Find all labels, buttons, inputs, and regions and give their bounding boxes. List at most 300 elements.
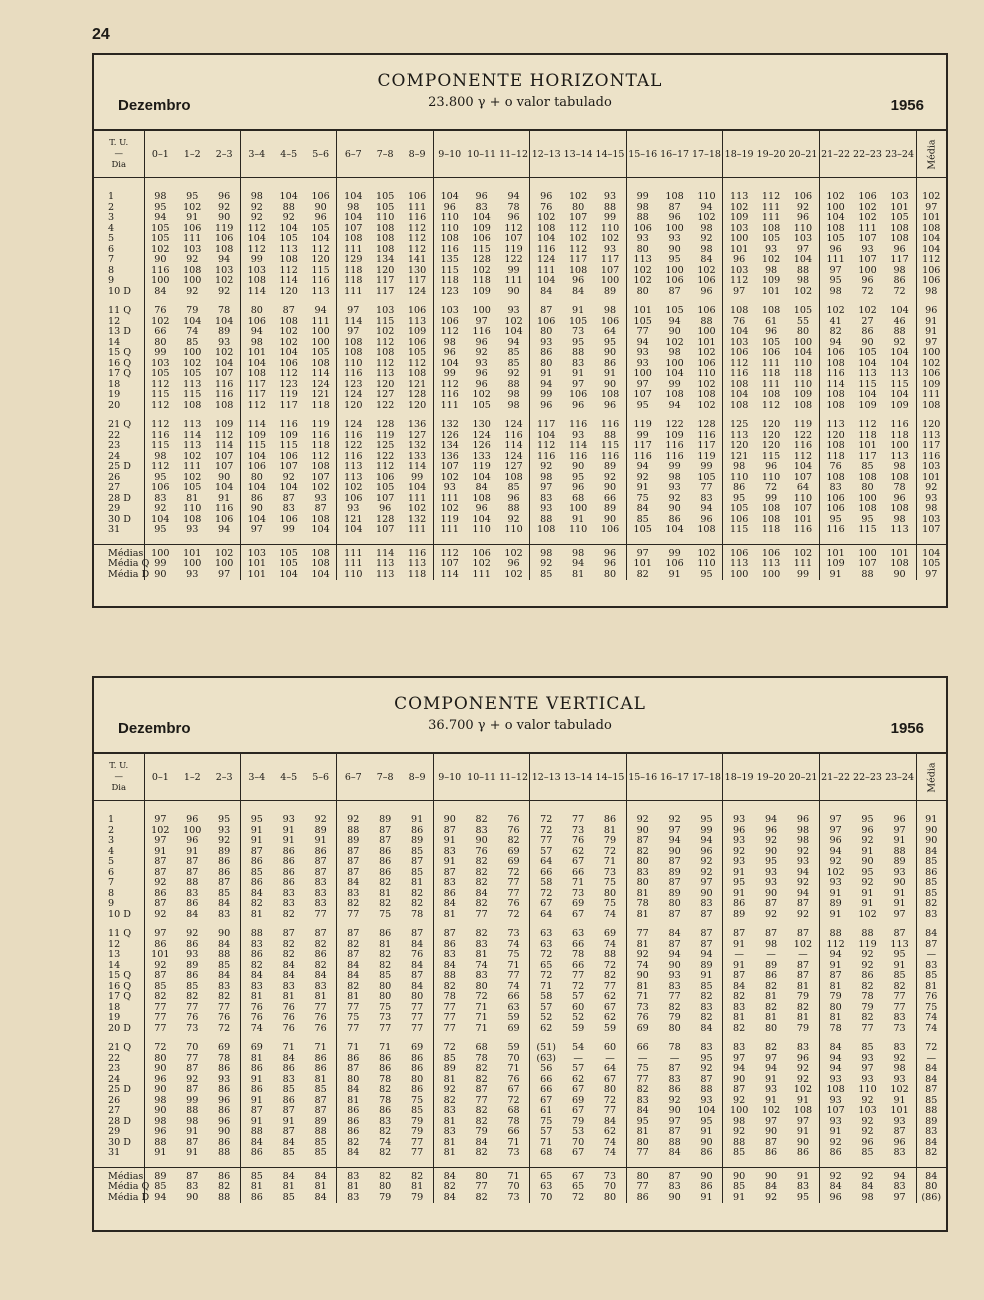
value-cell: 90 (144, 1085, 176, 1096)
value-cell: 95 (861, 866, 874, 878)
value-cell: 103 (144, 359, 176, 370)
value-cell: 116 (665, 450, 684, 462)
value-cell: 102 (504, 315, 523, 327)
value-cell: 110 (600, 222, 620, 234)
hour-header: 11–12 (498, 131, 530, 178)
value-cell: 82 (144, 992, 176, 1003)
value-cell: 89 (314, 824, 327, 836)
value-cell: 110 (793, 222, 813, 234)
value-cell: 116 (568, 419, 588, 430)
value-cell: 116 (504, 429, 523, 441)
value-cell: 111 (433, 494, 465, 505)
value-cell: 95 (723, 494, 755, 505)
daily-mean-cell: 82 (916, 899, 946, 910)
value-cell: 104 (819, 213, 851, 224)
value-cell: 73 (893, 1022, 906, 1034)
value-cell: 86 (218, 1136, 231, 1148)
table-row (94, 971, 946, 982)
value-cell: 88 (282, 201, 295, 213)
value-cell: 108 (890, 471, 909, 483)
value-cell: 81 (603, 824, 617, 836)
value-cell: 84 (282, 959, 295, 971)
value-cell: 116 (600, 450, 620, 462)
value-cell: 100 (793, 336, 813, 348)
value-cell: 97 (240, 525, 272, 536)
value-cell: 92 (861, 1115, 874, 1127)
value-cell: 82 (475, 1073, 488, 1085)
value-cell: 106 (723, 515, 755, 526)
value-cell: 96 (764, 461, 778, 472)
value-cell: 80 (410, 991, 424, 1002)
value-cell: 61 (764, 315, 778, 327)
value-cell: 86 (530, 348, 562, 359)
value-cell: 96 (186, 814, 199, 825)
value-cell: 91 (144, 1148, 176, 1159)
value-cell: 94 (893, 1170, 906, 1182)
value-cell: 108 (665, 389, 684, 400)
value-cell: 72 (603, 845, 617, 857)
daily-mean-cell: 116 (916, 452, 946, 463)
value-cell: 81 (626, 1127, 658, 1138)
value-cell: 88 (861, 568, 874, 580)
value-cell: 107 (600, 264, 620, 276)
value-cell: 107 (214, 450, 234, 462)
value-cell: 96 (572, 482, 585, 493)
value-cell: 86 (218, 1170, 231, 1182)
value-cell: 79 (410, 1191, 424, 1203)
value-cell: 85 (144, 982, 176, 993)
value-cell: 71 (572, 877, 585, 888)
value-cell: 103 (723, 224, 755, 235)
value-cell: 99 (626, 192, 658, 203)
value-cell: 95 (700, 814, 713, 825)
value-cell: 80 (668, 898, 681, 909)
value-cell: 86 (764, 970, 778, 981)
value-cell: 110 (793, 378, 813, 390)
value-cell: 105 (819, 234, 851, 245)
value-cell: 82 (723, 1024, 755, 1035)
value-cell: 97 (144, 815, 176, 826)
value-cell: 94 (572, 558, 585, 569)
table-row (94, 483, 946, 494)
value-cell: 88 (700, 1084, 713, 1095)
value-cell: 77 (572, 814, 585, 825)
value-cell: 91 (893, 1094, 906, 1106)
value-cell: 106 (723, 544, 755, 559)
value-cell: 97 (796, 1115, 810, 1127)
value-cell: 120 (376, 264, 395, 276)
day-label: 10 D (108, 908, 131, 920)
value-cell: 75 (410, 1094, 424, 1106)
value-cell: 69 (218, 1042, 231, 1053)
value-cell: 77 (603, 980, 617, 992)
value-cell: 83 (337, 889, 369, 900)
value-cell: 108 (890, 222, 909, 234)
value-cell: 90 (861, 856, 874, 867)
value-cell: 82 (337, 899, 369, 910)
value-cell: 87 (796, 898, 810, 909)
value-cell: 120 (761, 440, 781, 451)
value-cell: 90 (218, 471, 231, 483)
value-cell: 87 (379, 835, 392, 846)
daily-mean-cell: 87 (916, 940, 946, 951)
value-cell: 93 (668, 970, 681, 981)
table-row (94, 1148, 946, 1159)
value-cell: 87 (530, 306, 562, 317)
value-cell: 97 (218, 568, 231, 580)
value-cell: 112 (793, 450, 813, 462)
value-cell: 82 (337, 940, 369, 951)
daily-mean-cell: 74 (916, 1024, 946, 1035)
value-cell: 78 (218, 305, 231, 316)
value-cell: 108 (279, 254, 298, 265)
value-cell: 95 (861, 814, 874, 825)
value-cell: 81 (796, 980, 810, 992)
value-cell: 119 (279, 389, 298, 400)
value-cell: 87 (282, 1105, 295, 1116)
value-cell: 81 (796, 1012, 810, 1023)
value-cell: 77 (530, 836, 562, 847)
table-row (94, 276, 946, 287)
value-cell: 101 (144, 950, 176, 961)
value-cell: 117 (240, 380, 272, 391)
value-cell: 72 (218, 1022, 231, 1034)
value-cell: 100 (626, 369, 658, 380)
value-cell: 82 (186, 991, 199, 1002)
value-cell: 76 (240, 1013, 272, 1024)
value-cell: 82 (893, 980, 906, 992)
value-cell: 87 (186, 856, 199, 867)
value-cell: 67 (572, 1147, 585, 1158)
value-cell: 86 (668, 1084, 681, 1095)
value-cell: 95 (603, 336, 617, 348)
value-cell: 108 (890, 558, 909, 569)
value-cell: 99 (144, 559, 176, 570)
value-cell: 94 (218, 524, 231, 535)
daily-mean-cell: 84 (916, 1064, 946, 1075)
hour-header: 19–20 (755, 754, 787, 801)
value-cell: 105 (311, 347, 330, 358)
table-row (94, 1013, 946, 1024)
value-cell: 94 (764, 814, 778, 825)
table-heading (94, 55, 946, 131)
value-cell: 115 (279, 440, 298, 451)
value-cell: 100 (890, 440, 909, 451)
value-cell: 82 (314, 959, 327, 971)
value-cell: 90 (626, 971, 658, 982)
value-cell: 77 (475, 908, 488, 920)
value-cell: 105 (793, 305, 813, 316)
day-label: 12 (108, 315, 121, 327)
value-cell: 87 (282, 928, 295, 939)
value-cell: 93 (723, 815, 755, 826)
value-cell: 91 (282, 824, 295, 836)
value-cell: 99 (603, 212, 617, 223)
value-cell: 109 (723, 213, 755, 224)
value-cell: 85 (144, 1182, 176, 1193)
value-cell: 80 (240, 473, 272, 484)
value-cell: 72 (893, 285, 906, 297)
value-cell: 86 (433, 940, 465, 951)
value-cell: 102 (472, 389, 491, 400)
value-cell: 118 (761, 524, 781, 535)
value-cell: 62 (603, 1126, 617, 1137)
value-cell: 81 (433, 1075, 465, 1086)
value-cell: 104 (311, 233, 330, 244)
value-cell: 112 (819, 940, 851, 951)
value-cell: 91 (240, 1096, 272, 1107)
value-cell: 105 (311, 222, 330, 234)
value-cell: 100 (858, 492, 877, 504)
value-cell: 87 (314, 503, 327, 514)
value-cell: 102 (568, 191, 588, 202)
table-row (94, 525, 946, 536)
value-cell: 108 (407, 368, 427, 379)
value-cell: 86 (626, 1193, 658, 1204)
value-cell: 91 (433, 836, 465, 847)
value-cell: 96 (507, 212, 520, 223)
value-cell: 117 (530, 420, 562, 431)
value-cell: 92 (144, 504, 176, 515)
value-cell: 112 (761, 399, 781, 411)
value-cell: 80 (475, 1170, 488, 1182)
value-cell: 85 (433, 1054, 465, 1065)
value-cell: 111 (183, 233, 202, 244)
value-cell: 100 (183, 275, 202, 286)
value-cell: 91 (433, 857, 465, 868)
value-cell: 104 (337, 192, 369, 203)
value-cell: 102 (183, 357, 202, 369)
day-label: 28 D (108, 1115, 131, 1127)
day-label: 1 (108, 191, 115, 202)
value-cell: 102 (665, 336, 684, 348)
value-cell: 116 (626, 452, 658, 463)
value-cell: 96 (861, 275, 874, 286)
month-label: Dezembro (118, 97, 191, 114)
value-cell: 92 (893, 336, 906, 348)
value-cell: 99 (626, 431, 658, 442)
value-cell: 83 (337, 1193, 369, 1204)
value-cell: 85 (626, 515, 658, 526)
value-cell: 108 (240, 276, 272, 287)
value-cell: 94 (668, 835, 681, 846)
value-cell: 108 (337, 338, 369, 349)
value-cell: 108 (761, 305, 781, 316)
value-cell: 91 (410, 814, 424, 825)
value-cell: 92 (819, 1138, 851, 1149)
value-cell: 72 (861, 285, 874, 297)
value-cell: 112 (723, 276, 755, 287)
table-subtitle: 36.700 γ + o valor tabulado (428, 718, 612, 733)
value-cell: 106 (600, 315, 620, 327)
value-cell: 105 (761, 233, 781, 244)
value-cell: 94 (764, 1063, 778, 1074)
value-cell: — (626, 1054, 658, 1065)
table-row (94, 348, 946, 359)
value-cell: 99 (764, 492, 778, 504)
value-cell: 87 (475, 1084, 488, 1095)
value-cell: 77 (861, 1022, 874, 1034)
hour-header: 21–22 (819, 754, 851, 801)
value-cell: 90 (144, 255, 176, 266)
value-cell: 82 (337, 982, 369, 993)
value-cell: 84 (144, 287, 176, 298)
value-cell: 97 (700, 877, 713, 888)
value-cell: 104 (793, 254, 813, 265)
value-cell: 105 (761, 336, 781, 348)
value-cell: 91 (764, 1073, 778, 1085)
daily-mean-cell: 106 (916, 276, 946, 287)
value-cell: 96 (379, 503, 392, 514)
value-cell: 82 (475, 877, 488, 888)
value-cell: 110 (472, 524, 491, 535)
value-cell: 103 (240, 544, 272, 559)
value-cell: 92 (186, 1073, 199, 1085)
value-cell: 97 (337, 327, 369, 338)
value-cell: 128 (376, 513, 395, 525)
value-cell: 105 (376, 201, 395, 213)
value-cell: 102 (311, 482, 330, 493)
value-cell: 83 (475, 201, 488, 213)
value-cell: 102 (697, 212, 716, 223)
value-cell: 104 (279, 568, 298, 580)
value-cell: 96 (475, 503, 488, 514)
day-label: 21 Q (108, 419, 132, 430)
value-cell: 92 (530, 462, 562, 473)
value-cell: 111 (337, 544, 369, 559)
value-cell: 95 (186, 191, 199, 202)
hour-header: 18–19 (723, 754, 755, 801)
value-cell: 106 (697, 275, 716, 286)
value-cell: 106 (665, 558, 684, 569)
value-cell: 70 (603, 1181, 617, 1192)
value-cell: 98 (433, 338, 465, 349)
value-cell: 92 (796, 1073, 810, 1085)
value-cell: 82 (410, 898, 424, 909)
value-cell: 91 (861, 845, 874, 857)
value-cell: 66 (507, 1126, 520, 1137)
value-cell: 68 (572, 492, 585, 504)
value-cell: 110 (858, 1084, 877, 1095)
daily-mean-cell: 92 (916, 483, 946, 494)
value-cell: 99 (700, 461, 713, 472)
value-cell: 104 (793, 347, 813, 358)
value-cell: 94 (819, 950, 851, 961)
value-cell: 115 (858, 378, 877, 390)
value-cell: 102 (472, 558, 491, 569)
value-cell: 87 (433, 929, 465, 940)
value-cell: 117 (697, 440, 716, 451)
value-cell: 108 (240, 369, 272, 380)
value-cell: 78 (218, 1052, 231, 1064)
value-cell: 76 (723, 317, 755, 328)
value-cell: 106 (279, 450, 298, 462)
value-cell: 73 (186, 1022, 199, 1034)
vertical-component-table (92, 676, 948, 1232)
value-cell: 86 (379, 845, 392, 857)
value-cell: 69 (603, 928, 617, 939)
value-cell: 108 (568, 264, 588, 276)
value-cell: 83 (186, 887, 199, 899)
value-cell: 90 (893, 877, 906, 888)
value-cell: 87 (668, 1063, 681, 1074)
value-cell: 92 (861, 1170, 874, 1182)
value-cell: 110 (723, 473, 755, 484)
table-heading (94, 678, 946, 754)
value-cell: 112 (240, 245, 272, 256)
value-cell: 119 (472, 461, 491, 472)
value-cell: 86 (700, 1181, 713, 1192)
value-cell: 91 (723, 868, 755, 879)
value-cell: 84 (475, 1136, 488, 1148)
daily-mean-cell: 96 (916, 306, 946, 317)
value-cell: 80 (668, 1022, 681, 1034)
daily-mean-cell: 72 (916, 1043, 946, 1054)
value-cell: 99 (282, 524, 295, 535)
value-cell: 98 (700, 243, 713, 255)
value-cell: 104 (144, 515, 176, 526)
day-label: 7 (108, 877, 115, 888)
value-cell: 82 (379, 898, 392, 909)
value-cell: 90 (668, 1191, 681, 1203)
value-cell: 80 (861, 482, 874, 493)
value-cell: 81 (314, 1181, 327, 1192)
value-cell: 100 (214, 558, 234, 569)
value-cell: 77 (603, 1105, 617, 1116)
hour-header: 20–21 (787, 754, 819, 801)
value-cell: 89 (723, 910, 755, 921)
value-cell: 83 (218, 908, 231, 920)
value-cell: 87 (314, 866, 327, 878)
value-cell: 100 (311, 336, 330, 348)
value-cell: 77 (433, 1003, 465, 1014)
table-row (94, 420, 946, 431)
value-cell: — (605, 1052, 615, 1064)
value-cell: 102 (144, 317, 176, 328)
value-cell: 108 (214, 399, 234, 411)
value-cell: 62 (572, 845, 585, 857)
value-cell: 76 (507, 814, 520, 825)
value-cell: 112 (568, 243, 588, 255)
value-cell: 94 (819, 1054, 851, 1065)
value-cell: 93 (433, 483, 465, 494)
value-cell: 58 (530, 878, 562, 889)
value-cell: 77 (626, 327, 658, 338)
value-cell: 122 (504, 254, 523, 265)
value-cell: 71 (475, 1012, 488, 1023)
value-cell: 112 (279, 368, 298, 379)
value-cell: 122 (376, 399, 395, 411)
value-cell: 113 (761, 558, 781, 569)
value-cell: 77 (893, 1001, 906, 1013)
day-label: Média D (108, 1191, 150, 1203)
value-cell: 97 (819, 266, 851, 277)
value-cell: 108 (279, 315, 298, 327)
value-cell: 108 (311, 461, 330, 472)
value-cell: 108 (819, 441, 851, 452)
day-label: 22 (108, 1052, 121, 1064)
table-row (94, 401, 946, 412)
value-cell: 120 (723, 441, 755, 452)
value-cell: 84 (282, 1170, 295, 1182)
value-cell: 107 (376, 492, 395, 504)
value-cell: 111 (858, 222, 877, 234)
value-cell: 79 (410, 1126, 424, 1137)
value-cell: 79 (668, 1012, 681, 1023)
table-row (94, 462, 946, 473)
value-cell: 91 (282, 835, 295, 846)
day-label: 30 D (108, 513, 131, 525)
